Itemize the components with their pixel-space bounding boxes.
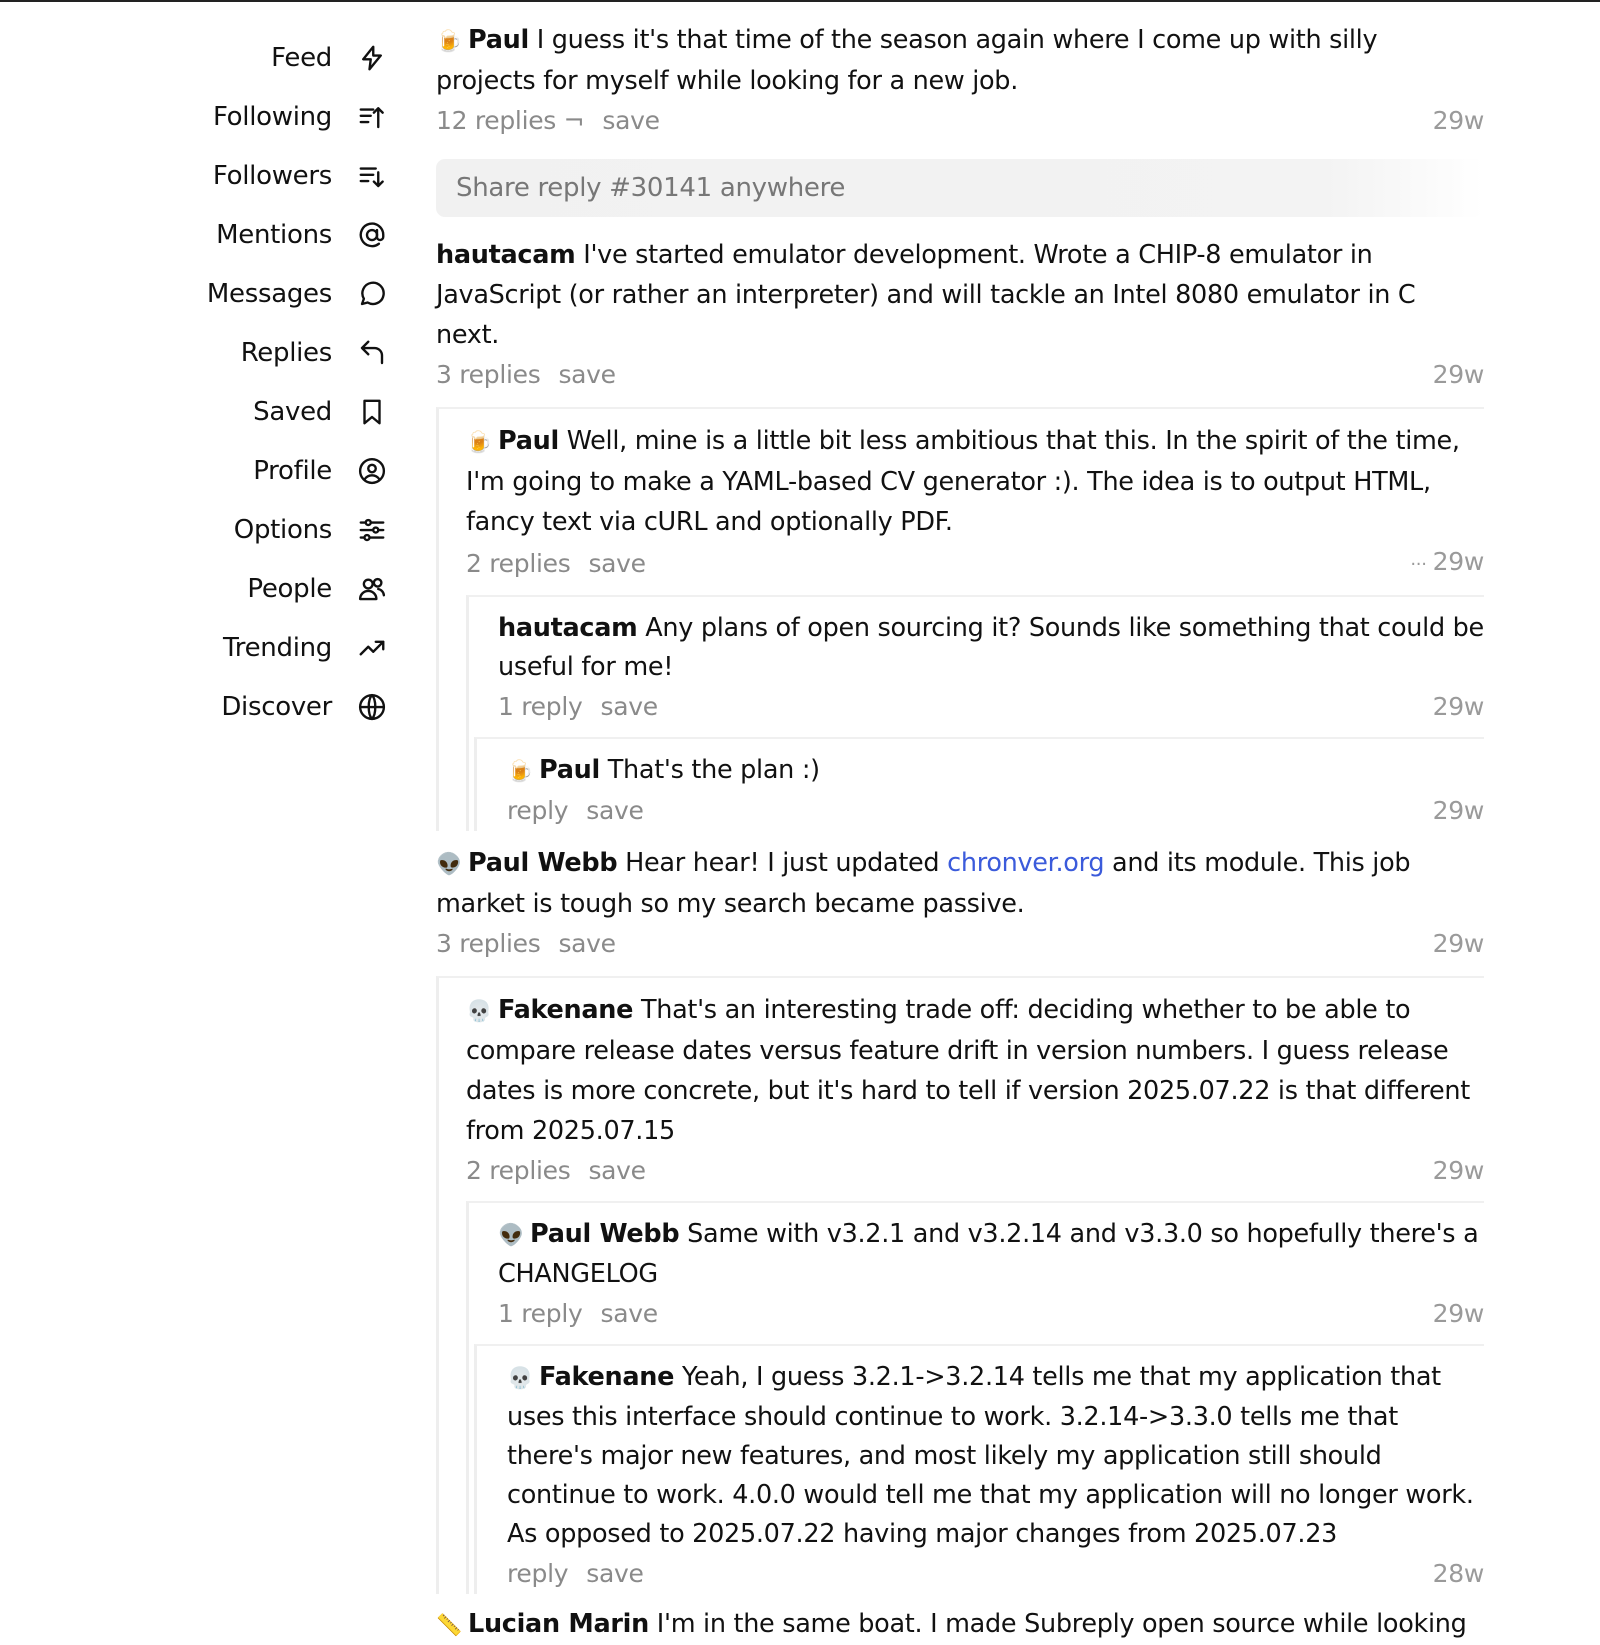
trending-icon xyxy=(356,632,388,664)
post-author[interactable]: Paul xyxy=(539,755,600,785)
nav-item-feed[interactable] xyxy=(0,28,400,87)
replies-link[interactable]: 3 replies xyxy=(436,360,541,389)
post-lucian-marin xyxy=(436,1604,1484,1645)
bookmark-icon xyxy=(356,396,388,428)
reply-thread-nested xyxy=(436,407,1484,831)
sort-up-icon xyxy=(356,101,388,133)
nav-item-discover[interactable] xyxy=(0,677,400,736)
post-text: Any plans of open sourcing it? Sounds like something that could be useful for me! xyxy=(498,613,1484,682)
nav-label: People xyxy=(247,573,332,604)
save-link[interactable]: save xyxy=(586,796,644,825)
nav-item-replies[interactable] xyxy=(0,323,400,382)
nav-label: Options xyxy=(233,514,332,545)
nav-label: Following xyxy=(212,101,332,132)
post-paul-reply xyxy=(466,421,1484,585)
replies-link[interactable]: 1 reply xyxy=(498,692,583,721)
alien-avatar-icon: 👽 xyxy=(436,852,462,876)
beer-avatar-icon: 🍺 xyxy=(466,430,492,454)
nav-label: Feed xyxy=(271,42,332,73)
save-link[interactable]: save xyxy=(586,1559,644,1588)
reply-link[interactable]: reply xyxy=(507,1559,569,1588)
share-input[interactable]: Share reply #30141 anywhere xyxy=(436,159,1484,217)
beer-avatar-icon: 🍺 xyxy=(436,29,462,53)
post-meta xyxy=(507,791,1484,831)
nav-item-saved[interactable] xyxy=(0,382,400,441)
post-author[interactable]: hautacam xyxy=(436,240,576,270)
replies-link[interactable]: 12 replies ¬ xyxy=(436,106,585,135)
post-paul-webb xyxy=(436,843,1484,964)
post-age[interactable]: 29w xyxy=(1432,929,1484,958)
post-paul-webb-reply xyxy=(474,1215,1484,1334)
nav-item-trending[interactable] xyxy=(0,618,400,677)
people-icon xyxy=(356,573,388,605)
post-text: I've started emulator development. Wrote a CHIP-8 emulator in JavaScript (or rather an interpreter) and will tackle an Intel 8080 emulator in C next. xyxy=(436,240,1416,350)
nav-item-following[interactable] xyxy=(0,87,400,146)
nav-label: Replies xyxy=(240,337,332,368)
post-author[interactable]: Paul xyxy=(468,25,529,55)
sort-down-icon xyxy=(356,160,388,192)
post-meta xyxy=(436,924,1484,964)
post-age[interactable]: 28w xyxy=(1432,1559,1484,1588)
post-meta xyxy=(498,687,1484,727)
post-author[interactable]: Fakenane xyxy=(498,995,634,1025)
post-age[interactable]: 29w xyxy=(1432,692,1484,721)
post-author[interactable]: hautacam xyxy=(498,613,638,643)
nav-item-options[interactable] xyxy=(0,500,400,559)
post-text: That's an interesting trade off: deciding whether to be able to compare release dates versus feature drift in version numbers. I guess release dates is more concrete, but it's hard to tell if version 2025.07.22 is that different from 2025.07.15 xyxy=(466,995,1470,1146)
more-options-icon[interactable]: ··· xyxy=(1410,554,1427,575)
post-text: I guess it's that time of the season again where I come up with silly projects for myself while looking for a new job. xyxy=(436,25,1378,96)
replies-link[interactable]: 2 replies xyxy=(466,1156,571,1185)
post-meta xyxy=(436,355,1484,395)
lightning-icon xyxy=(356,42,388,74)
save-link[interactable]: save xyxy=(588,1156,646,1185)
post-paul xyxy=(436,20,1484,141)
sliders-icon xyxy=(356,514,388,546)
nav-item-people[interactable] xyxy=(0,559,400,618)
save-link[interactable]: save xyxy=(600,692,658,721)
reply-thread-nested xyxy=(436,976,1484,1594)
chronver-link[interactable]: chronver.org xyxy=(947,848,1105,878)
save-link[interactable]: save xyxy=(558,360,616,389)
alien-avatar-icon: 👽 xyxy=(498,1223,524,1247)
post-meta xyxy=(436,101,1484,141)
globe-icon xyxy=(356,691,388,723)
reply-thread-nested xyxy=(466,595,1484,831)
post-author[interactable]: Paul Webb xyxy=(468,848,618,878)
nav-item-followers[interactable] xyxy=(0,146,400,205)
ruler-avatar-icon: 📏 xyxy=(436,1613,462,1637)
reply-thread-nested xyxy=(474,1344,1484,1594)
nav-label: Messages xyxy=(206,278,332,309)
sidebar-nav xyxy=(0,28,400,736)
reply-thread xyxy=(436,20,1484,1645)
post-fakenane xyxy=(466,990,1484,1191)
chat-bubble-icon xyxy=(356,278,388,310)
replies-link[interactable]: 1 reply xyxy=(498,1299,583,1328)
post-author[interactable]: Lucian Marin xyxy=(468,1609,649,1639)
post-hautacam xyxy=(436,235,1484,395)
save-link[interactable]: save xyxy=(600,1299,658,1328)
nav-item-messages[interactable] xyxy=(0,264,400,323)
post-text: and its module. This job market is tough so my search became passive. xyxy=(436,848,1411,919)
skull-avatar-icon: 💀 xyxy=(466,999,492,1023)
at-icon xyxy=(356,219,388,251)
nav-label: Discover xyxy=(221,691,332,722)
post-hautacam-reply xyxy=(474,609,1484,727)
user-circle-icon xyxy=(356,455,388,487)
post-text: Hear hear! I just updated xyxy=(625,848,940,878)
reply-link[interactable]: reply xyxy=(507,796,569,825)
reply-arrow-icon xyxy=(356,337,388,369)
nav-label: Followers xyxy=(212,160,332,191)
post-author[interactable]: Paul xyxy=(498,426,559,456)
save-link[interactable]: save xyxy=(602,106,660,135)
nav-label: Mentions xyxy=(216,219,332,250)
post-text: Same with v3.2.1 and v3.2.14 and v3.3.0 so hopefully there's a CHANGELOG xyxy=(498,1219,1479,1289)
post-author[interactable]: Fakenane xyxy=(539,1362,675,1392)
nav-label: Trending xyxy=(223,632,332,663)
post-text: I'm in the same boat. I made Subreply open source while looking xyxy=(656,1609,1467,1639)
replies-link[interactable]: 3 replies xyxy=(436,929,541,958)
skull-avatar-icon: 💀 xyxy=(507,1366,533,1390)
beer-avatar-icon: 🍺 xyxy=(507,759,533,783)
nav-item-mentions[interactable] xyxy=(0,205,400,264)
post-age[interactable]: 29w xyxy=(1432,796,1484,825)
save-link[interactable]: save xyxy=(588,548,646,578)
post-author[interactable]: Paul Webb xyxy=(530,1219,680,1249)
post-meta xyxy=(466,1151,1484,1191)
nav-label: Saved xyxy=(253,396,332,427)
post-fakenane-reply xyxy=(482,1358,1484,1594)
post-age[interactable]: 29w xyxy=(1432,360,1484,389)
post-age[interactable]: 29w xyxy=(1432,1299,1484,1328)
post-text: Well, mine is a little bit less ambitious that this. In the spirit of the time, I'm going to make a YAML-based CV generator :). The idea is to output HTML, fancy text via cURL and optionally PDF. xyxy=(466,426,1460,537)
post-age[interactable]: 29w xyxy=(1432,1156,1484,1185)
post-text: Yeah, I guess 3.2.1->3.2.14 tells me that my application that uses this interface should continue to work. 3.2.14->3.3.0 tells me that there's major new features, and most likely my application still should continue to work. 4.0.0 would tell me that my application will no longer work. As opposed to 2025.07.22 having major changes from 2025.07.23 xyxy=(507,1362,1474,1549)
post-age[interactable]: 29w xyxy=(1432,106,1484,135)
replies-link[interactable]: 2 replies xyxy=(466,548,571,578)
save-link[interactable]: save xyxy=(558,929,616,958)
post-meta xyxy=(507,1554,1484,1594)
reply-thread-nested xyxy=(466,1201,1484,1594)
post-paul-reply xyxy=(482,751,1484,831)
nav-item-profile[interactable] xyxy=(0,441,400,500)
post-text: That's the plan :) xyxy=(607,755,820,785)
post-meta xyxy=(466,542,1484,585)
post-meta xyxy=(498,1294,1484,1334)
reply-thread-nested xyxy=(474,737,1484,831)
nav-label: Profile xyxy=(253,455,332,486)
post-age[interactable]: 29w xyxy=(1432,547,1484,576)
